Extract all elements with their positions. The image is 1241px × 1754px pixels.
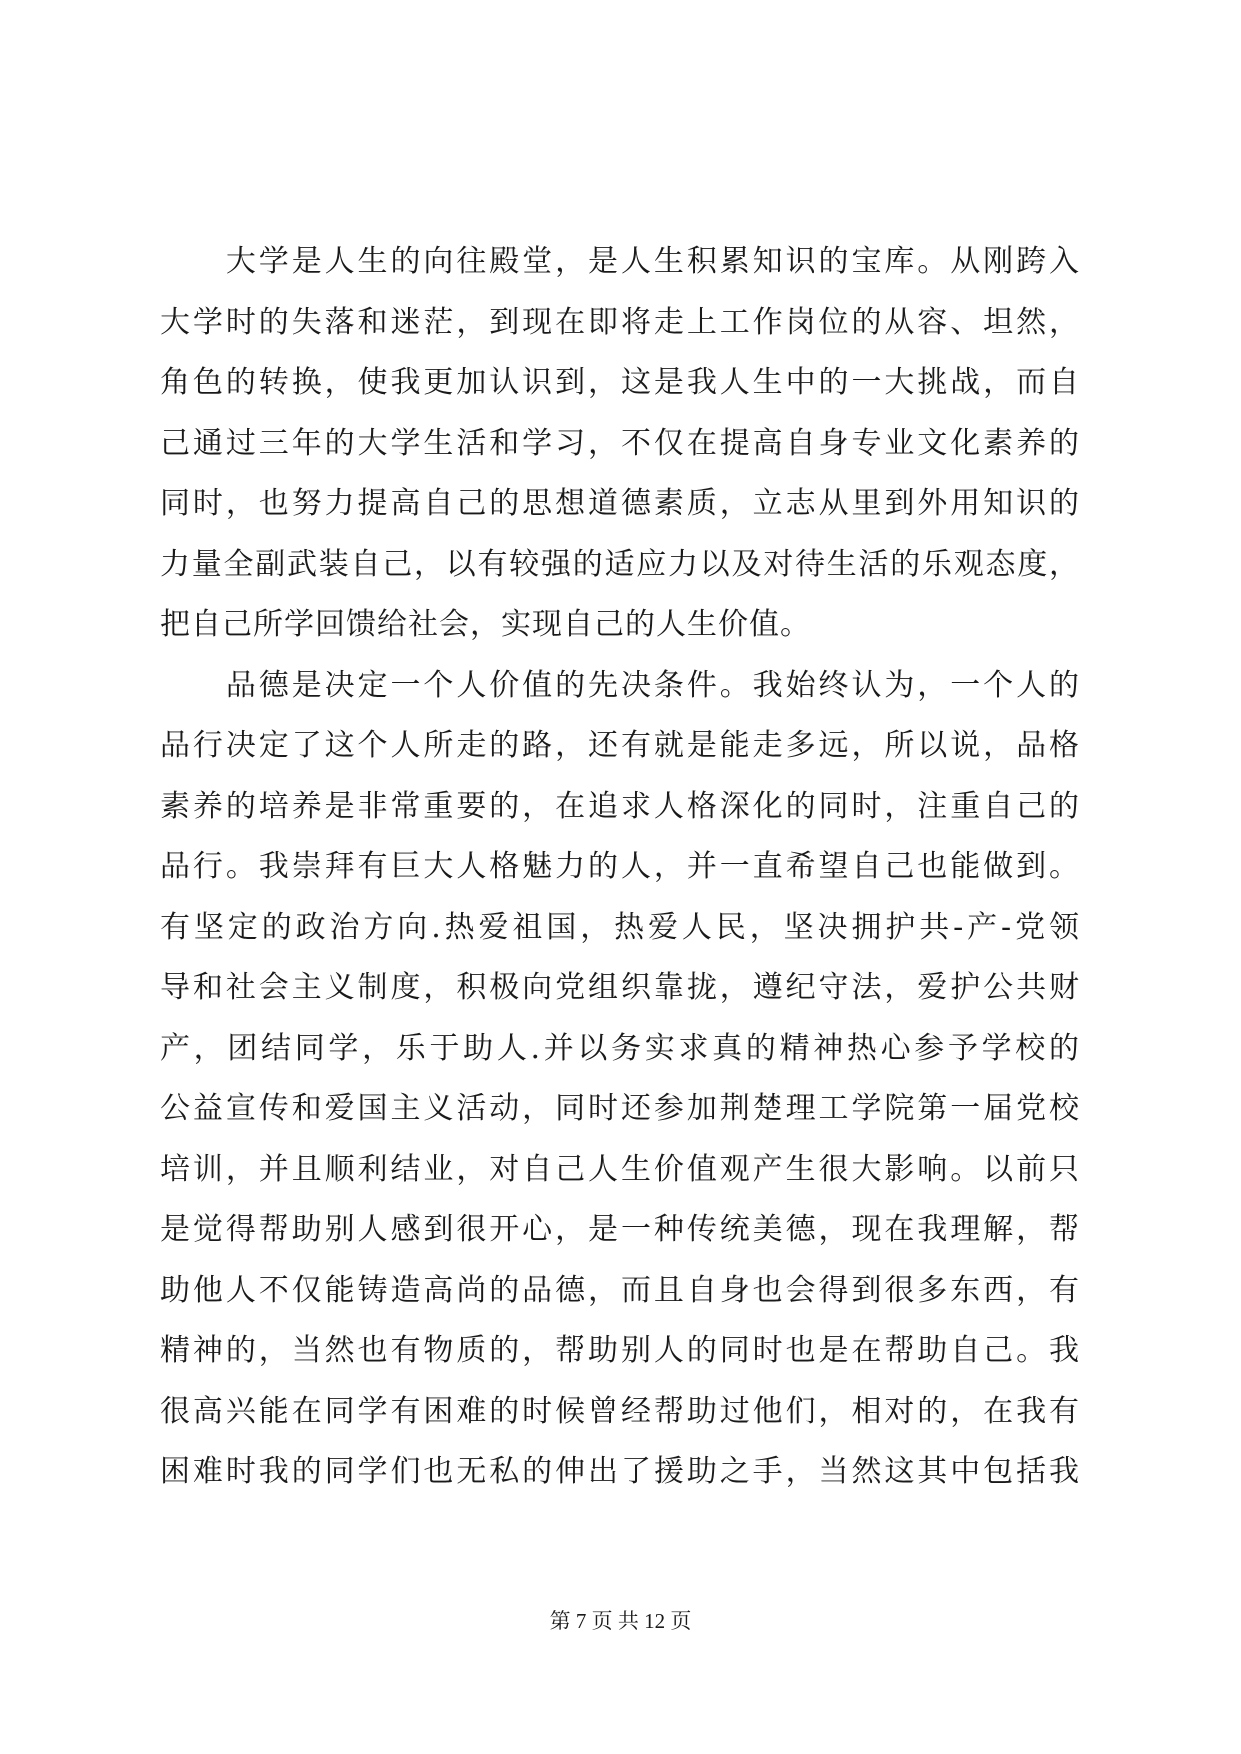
text-line: 产，团结同学，乐于助人.并以务实求真的精神热心参予学校的 xyxy=(160,1030,1080,1066)
text-line: 培训，并且顺利结业，对自己人生价值观产生很大影响。以前只 xyxy=(160,1151,1080,1187)
text-line: 困难时我的同学们也无私的伸出了援助之手，当然这其中包括我 xyxy=(160,1454,1080,1489)
text-line: 大学时的失落和迷茫，到现在即将走上工作岗位的从容、坦然， xyxy=(160,304,1080,340)
text-line: 有坚定的政治方向.热爱祖国，热爱人民，坚决拥护共-产-党领 xyxy=(160,909,1080,945)
body-text xyxy=(160,232,1080,1503)
text-line: 品行决定了这个人所走的路，还有就是能走多远，所以说，品格 xyxy=(160,728,1080,763)
text-line: 己通过三年的大学生活和学习，不仅在提高自身专业文化素养的 xyxy=(160,425,1080,461)
text-line: 是觉得帮助别人感到很开心，是一种传统美德，现在我理解，帮 xyxy=(160,1212,1080,1247)
text-line: 把自己所学回馈给社会，实现自己的人生价值。 xyxy=(160,607,811,642)
text-line: 很高兴能在同学有困难的时候曾经帮助过他们，相对的，在我有 xyxy=(160,1393,1080,1429)
text-line: 力量全副武装自己，以有较强的适应力以及对待生活的乐观态度， xyxy=(160,546,1080,582)
page-footer: 第 7 页 共 12 页 xyxy=(549,1609,692,1633)
text-line: 大学是人生的向往殿堂，是人生积累知识的宝库。从刚跨入 xyxy=(160,244,1080,279)
text-line: 同时，也努力提高自己的思想道德素质，立志从里到外用知识的 xyxy=(160,486,1080,521)
text-line: 品德是决定一个人价值的先决条件。我始终认为，一个人的 xyxy=(160,667,1080,703)
text-line: 素养的培养是非常重要的，在追求人格深化的同时，注重自己的 xyxy=(160,788,1080,824)
text-line: 助他人不仅能铸造高尚的品德，而且自身也会得到很多东西，有 xyxy=(160,1272,1080,1308)
text-line: 公益宣传和爱国主义活动，同时还参加荆楚理工学院第一届党校 xyxy=(160,1091,1080,1126)
text-line: 品行。我崇拜有巨大人格魅力的人，并一直希望自己也能做到。 xyxy=(160,849,1080,884)
text-line: 精神的，当然也有物质的，帮助别人的同时也是在帮助自己。我 xyxy=(160,1333,1080,1368)
text-line: 导和社会主义制度，积极向党组织靠拢，遵纪守法，爱护公共财 xyxy=(160,970,1080,1005)
text-line: 角色的转换，使我更加认识到，这是我人生中的一大挑战，而自 xyxy=(160,365,1080,400)
